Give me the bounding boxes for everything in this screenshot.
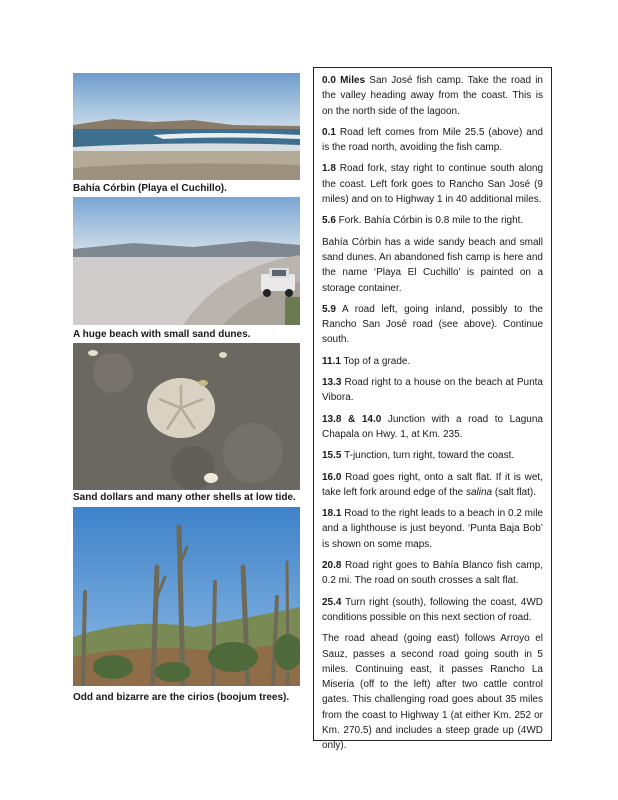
photo-caption: A huge beach with small sand dunes. [73,329,251,340]
road-log-box [313,67,552,752]
road-log-entry: 20.8 Road right goes to Bahía Blanco fish camp, 0.2 mi. The road on south crosses a salt flat. [322,560,543,587]
sand-dollar-figure [147,378,215,438]
road-log-entry: 0.1 Road left comes from Mile 25.5 (above) and is the road north, avoiding the fish camp. [322,126,543,154]
photo-cirios [73,507,300,686]
road-log-entry: 5.6 Fork. Bahía Córbin is 0.8 mile to the right. [322,215,524,227]
road-log-entry: 5.9 A road left, going inland, possibly to the Rancho San José road (see above). Continue south. [322,303,543,346]
road-log-paragraph: Bahía Córbin has a wide sandy beach and small sand dunes. An abandoned fish camp is here and the name ‘Playa El Cuchillo’ is painted on a storage container. [322,236,543,294]
photo-caption: Sand dollars and many other shells at low tide. [73,492,296,503]
road-log-entry: 13.8 & 14.0 Junction with a road to Laguna Chapala on Hwy. 1, at Km. 235. [322,413,543,440]
road-log-entry: 0.0 Miles San José fish camp. Take the road in the valley heading away from the coast. This is on the north side of the lagoon. [322,75,543,117]
road-log-entry: 1.8 Road fork, stay right to continue south along the coast. Left fork goes to Rancho San José (9 miles) and on to Highway 1 in 40 additional miles. [322,163,543,206]
road-log-entry: 15.5 T-junction, turn right, toward the coast. [322,450,515,462]
photo-caption: Odd and bizarre are the cirios (boojum trees). [73,692,290,703]
road-log-entry: 25.4 Turn right (south), following the coast, 4WD conditions possible on this next section of road. [322,596,543,623]
road-log-entry: 11.1 Top of a grade. [322,355,411,367]
road-log-paragraph: The road ahead (going east) follows Arroyo el Sauz, passes a second road going south in 5 miles. Continuing east, it passes Rancho La Miseria (off to the left) after two cattle control gates. This challenging road goes about 35 miles from the coast to Highway 1 (at either Km. 252 or Km. 270.5) and includes a steep grade up (4WD only). [322,633,543,752]
road-log-entry: 18.1 Road to the right leads to a beach in 0.2 mile and a lighthouse is just beyond. ‘Punta Baja Bob’ is shown on some maps. [322,508,543,550]
road-log-entry: 16.0 Road goes right, onto a salt flat. If it is wet, take left fork around edge of the salina (salt flat). [322,471,543,498]
photo-caption: Bahía Córbin (Playa el Cuchillo). [73,183,227,194]
photo-beach-dunes [73,197,300,325]
road-log-entry: 13.3 Road right to a house on the beach at Punta Vibora. [322,377,543,404]
photo-sand-dollar [73,343,300,490]
photo-bahia-corbin [73,73,300,180]
